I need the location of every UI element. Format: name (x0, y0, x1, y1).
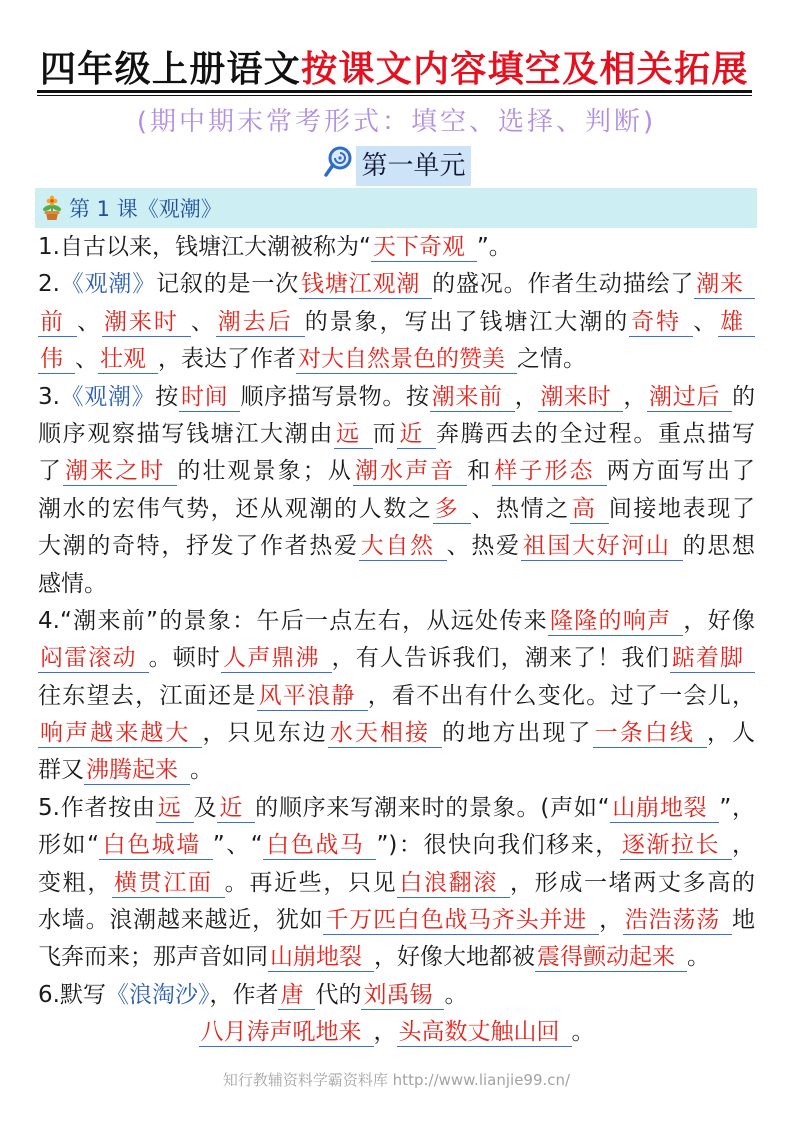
answer-blank: 白浪翻滚 (397, 870, 510, 898)
question-line (38, 491, 755, 528)
question-text: 4.“潮来前”的景象：午后一点左右，从远处传来 (38, 607, 548, 634)
question-text: 5.作者按由 (38, 794, 156, 821)
question-text: 两方面写出了 (606, 458, 756, 485)
question-line (38, 790, 755, 827)
page-title (40, 47, 756, 93)
question-text: 水墙。浪潮越来越近，犹如 (38, 907, 324, 934)
question-text: 的盛况。作者生动描绘了 (432, 271, 695, 298)
question-text: 顺序观察描写钱塘江大潮由 (38, 420, 334, 447)
answer-blank: 头高数丈触山回 (397, 1019, 572, 1047)
question-text: 、 (190, 308, 216, 335)
question-5 (38, 790, 755, 977)
question-3 (38, 379, 755, 603)
answer-blank: 近 (217, 795, 255, 823)
answer-blank: 闷雷滚动 (38, 645, 149, 673)
question-line (38, 939, 755, 976)
unit-heading (0, 146, 793, 186)
question-text: ，好像 (683, 607, 756, 634)
answer-blank: 远 (334, 421, 373, 449)
question-line (38, 865, 755, 902)
question-text: 、热爱 (446, 533, 521, 560)
question-text: 。 (687, 944, 710, 971)
answer-blank: 潮来 (694, 271, 755, 299)
answer-blank: 远 (156, 795, 194, 823)
question-text: 及 (193, 794, 218, 821)
answer-blank: 前 (38, 309, 77, 337)
answer-blank: 山崩地裂 (268, 944, 374, 972)
question-text: 、热情之 (471, 495, 571, 522)
answer-blank: 近 (397, 421, 436, 449)
question-text: 。顿时 (148, 645, 222, 672)
answer-blank: 白色城墙 (99, 832, 213, 860)
question-line (38, 678, 755, 715)
answer-blank: 沸腾起来 (84, 757, 190, 785)
lesson-heading-bar (35, 188, 757, 228)
answer-blank: 对大自然景色的赞美 (296, 346, 517, 374)
question-text: 代的 (315, 981, 362, 1008)
question-text: ， (514, 383, 539, 410)
answer-blank: 山崩地裂 (610, 795, 720, 823)
question-text: 的地方出现了 (442, 720, 593, 747)
question-text: 形如“ (38, 832, 100, 859)
answer-blank: 伟 (38, 346, 75, 374)
answer-blank: 大自然 (359, 533, 447, 561)
question-text: 往东望去，江面还是 (38, 682, 257, 709)
answer-blank: 潮来前 (430, 384, 515, 412)
question-text: 的顺序来写潮来时的景象。(声如“ (255, 794, 610, 821)
question-text: 。 (444, 981, 468, 1008)
page-title-grade: 四年级上册语文 (40, 49, 302, 90)
answer-blank: 高 (570, 496, 609, 524)
answer-blank: 刘禹锡 (361, 982, 444, 1010)
answer-blank: 千万匹白色战马齐头并进 (323, 907, 599, 935)
poem-line (38, 1014, 755, 1051)
question-text: ”， (719, 794, 756, 821)
answer-blank: 奇特 (629, 309, 693, 337)
question-2 (38, 266, 755, 378)
question-text: 的壮观景象；从 (177, 458, 353, 485)
answer-blank: 浩浩荡荡 (623, 907, 732, 935)
question-text: ，只见东边 (202, 720, 328, 747)
answer-blank: 天下奇观 (371, 234, 477, 262)
answer-blank: 多 (433, 496, 472, 524)
question-line (38, 977, 755, 1014)
question-text: 变粗， (38, 869, 112, 896)
answer-blank: 潮去后 (216, 309, 305, 337)
question-text: ，好像大地都被 (374, 944, 535, 971)
footer-watermark: 知行教辅资料学霸资料库 http://www.lianjie99.cn/ (222, 1071, 571, 1089)
answer-blank: 横贯江面 (112, 870, 225, 898)
question-text: ， (373, 1019, 397, 1046)
question-text: 潮水的宏伟气势，还从观潮的人数之 (38, 495, 433, 522)
question-text: 地 (732, 907, 756, 934)
question-text: 6.默写 (38, 981, 106, 1008)
question-text: 、 (76, 308, 102, 335)
question-line (38, 715, 755, 752)
question-line (38, 528, 755, 565)
answer-blank: 潮来时 (102, 309, 191, 337)
title-double-underline (37, 90, 752, 96)
question-text: 的 (732, 383, 756, 410)
question-text: ，人 (706, 720, 756, 747)
question-line (38, 266, 755, 303)
answer-blank: 人声鼎沸 (221, 645, 332, 673)
question-line (38, 416, 755, 453)
answer-blank: 时间 (179, 384, 240, 412)
question-text: 1.自古以来，钱塘江大潮被称为“ (38, 234, 371, 260)
question-text: 、 (75, 346, 98, 373)
question-text: ， (732, 832, 756, 859)
question-text: 、 (693, 308, 719, 335)
question-text: 间接地表现了 (608, 495, 756, 522)
question-line (38, 304, 755, 341)
question-line (38, 640, 755, 677)
question-text: ，形成一堵两丈多高的 (510, 869, 756, 896)
question-text: 奔腾西去的全过程。重点描写 (436, 420, 756, 447)
question-line (38, 827, 755, 864)
question-text: 了 (38, 458, 64, 485)
question-text: ，有人告诉我们，潮来了！我们 (331, 645, 670, 672)
book-title-reference: 《观潮》 (59, 271, 157, 298)
answer-blank: 逐渐拉长 (620, 832, 732, 860)
answer-blank: 隆隆的响声 (548, 608, 683, 636)
question-text: 和 (467, 458, 493, 485)
question-6 (38, 977, 755, 1052)
question-text: 感情。 (38, 570, 107, 597)
answer-blank: 一条白线 (593, 720, 707, 748)
question-text: 。再近些，只见 (224, 869, 398, 896)
answer-blank: 潮水声音 (353, 458, 467, 486)
question-line (38, 453, 755, 490)
answer-blank: 钱塘江观潮 (299, 271, 432, 299)
answer-blank: 唐 (278, 982, 315, 1010)
question-line (38, 902, 755, 939)
answer-blank: 水天相接 (328, 720, 442, 748)
question-text: ，看不出有什么变化。过了一会儿， (367, 682, 756, 709)
question-1 (38, 229, 755, 266)
answer-blank: 踮着脚 (670, 645, 755, 673)
exercise-content (38, 229, 755, 1052)
question-text: 群又 (38, 757, 84, 784)
question-text: ，作者 (209, 981, 279, 1008)
answer-blank: 壮观 (98, 346, 158, 374)
answer-blank: 潮过后 (647, 384, 732, 412)
page-title-topic: 按课文内容填空及相关拓展 (301, 49, 749, 90)
answer-blank: 八月涛声吼地来 (199, 1019, 374, 1047)
answer-blank: 潮来时 (538, 384, 623, 412)
question-line (38, 752, 755, 789)
question-text: ， (599, 907, 623, 934)
question-line (38, 603, 755, 640)
answer-blank: 雄 (718, 309, 755, 337)
answer-blank: 风平浪静 (257, 683, 368, 711)
answer-blank: 震得颤动起来 (535, 944, 687, 972)
answer-blank: 潮来之时 (63, 458, 177, 486)
answer-blank: 响声越来越大 (38, 720, 202, 748)
question-text: ，表达了作者 (158, 346, 296, 373)
book-title-reference: 《观潮》 (59, 383, 156, 410)
question-text: 飞奔而来；那声音如同 (38, 944, 268, 971)
potted-plant-icon (41, 195, 63, 221)
question-text: 3. (38, 383, 60, 410)
unit-label: 第一单元 (356, 146, 470, 186)
question-text: ， (623, 383, 648, 410)
question-line (38, 229, 755, 266)
question-text: 顺序描写景物。按 (240, 383, 430, 410)
question-text: 。 (190, 757, 213, 784)
magnifier-icon (322, 146, 352, 178)
question-text: 而 (372, 420, 398, 447)
lesson-title: 第 1 课《观潮》 (69, 197, 222, 221)
question-text: 之情。 (517, 346, 586, 373)
question-text: ”、“ (212, 832, 263, 859)
question-text: 2. (38, 271, 60, 298)
answer-blank: 祖国大好河山 (521, 533, 683, 561)
answer-blank: 样子形态 (492, 458, 606, 486)
question-text: 按 (155, 383, 179, 410)
question-line (38, 341, 755, 378)
subtitle: (期中期末常考形式：填空、选择、判断) (136, 107, 657, 137)
question-text: 的思想 (682, 533, 756, 560)
question-text: 大潮的奇特，抒发了作者热爱 (38, 533, 359, 560)
question-4 (38, 603, 755, 790)
answer-blank: 白色战马 (263, 832, 377, 860)
question-line (38, 566, 755, 603)
question-text: ”。 (476, 234, 512, 260)
question-text: 的景象，写出了钱塘江大潮的 (304, 308, 630, 335)
question-text: ”)：很快向我们移来， (376, 832, 620, 859)
question-text: 记叙的是一次 (156, 271, 300, 298)
question-line (38, 379, 755, 416)
book-title-reference: 《浪淘沙》 (105, 981, 210, 1008)
question-text: 。 (571, 1019, 595, 1046)
